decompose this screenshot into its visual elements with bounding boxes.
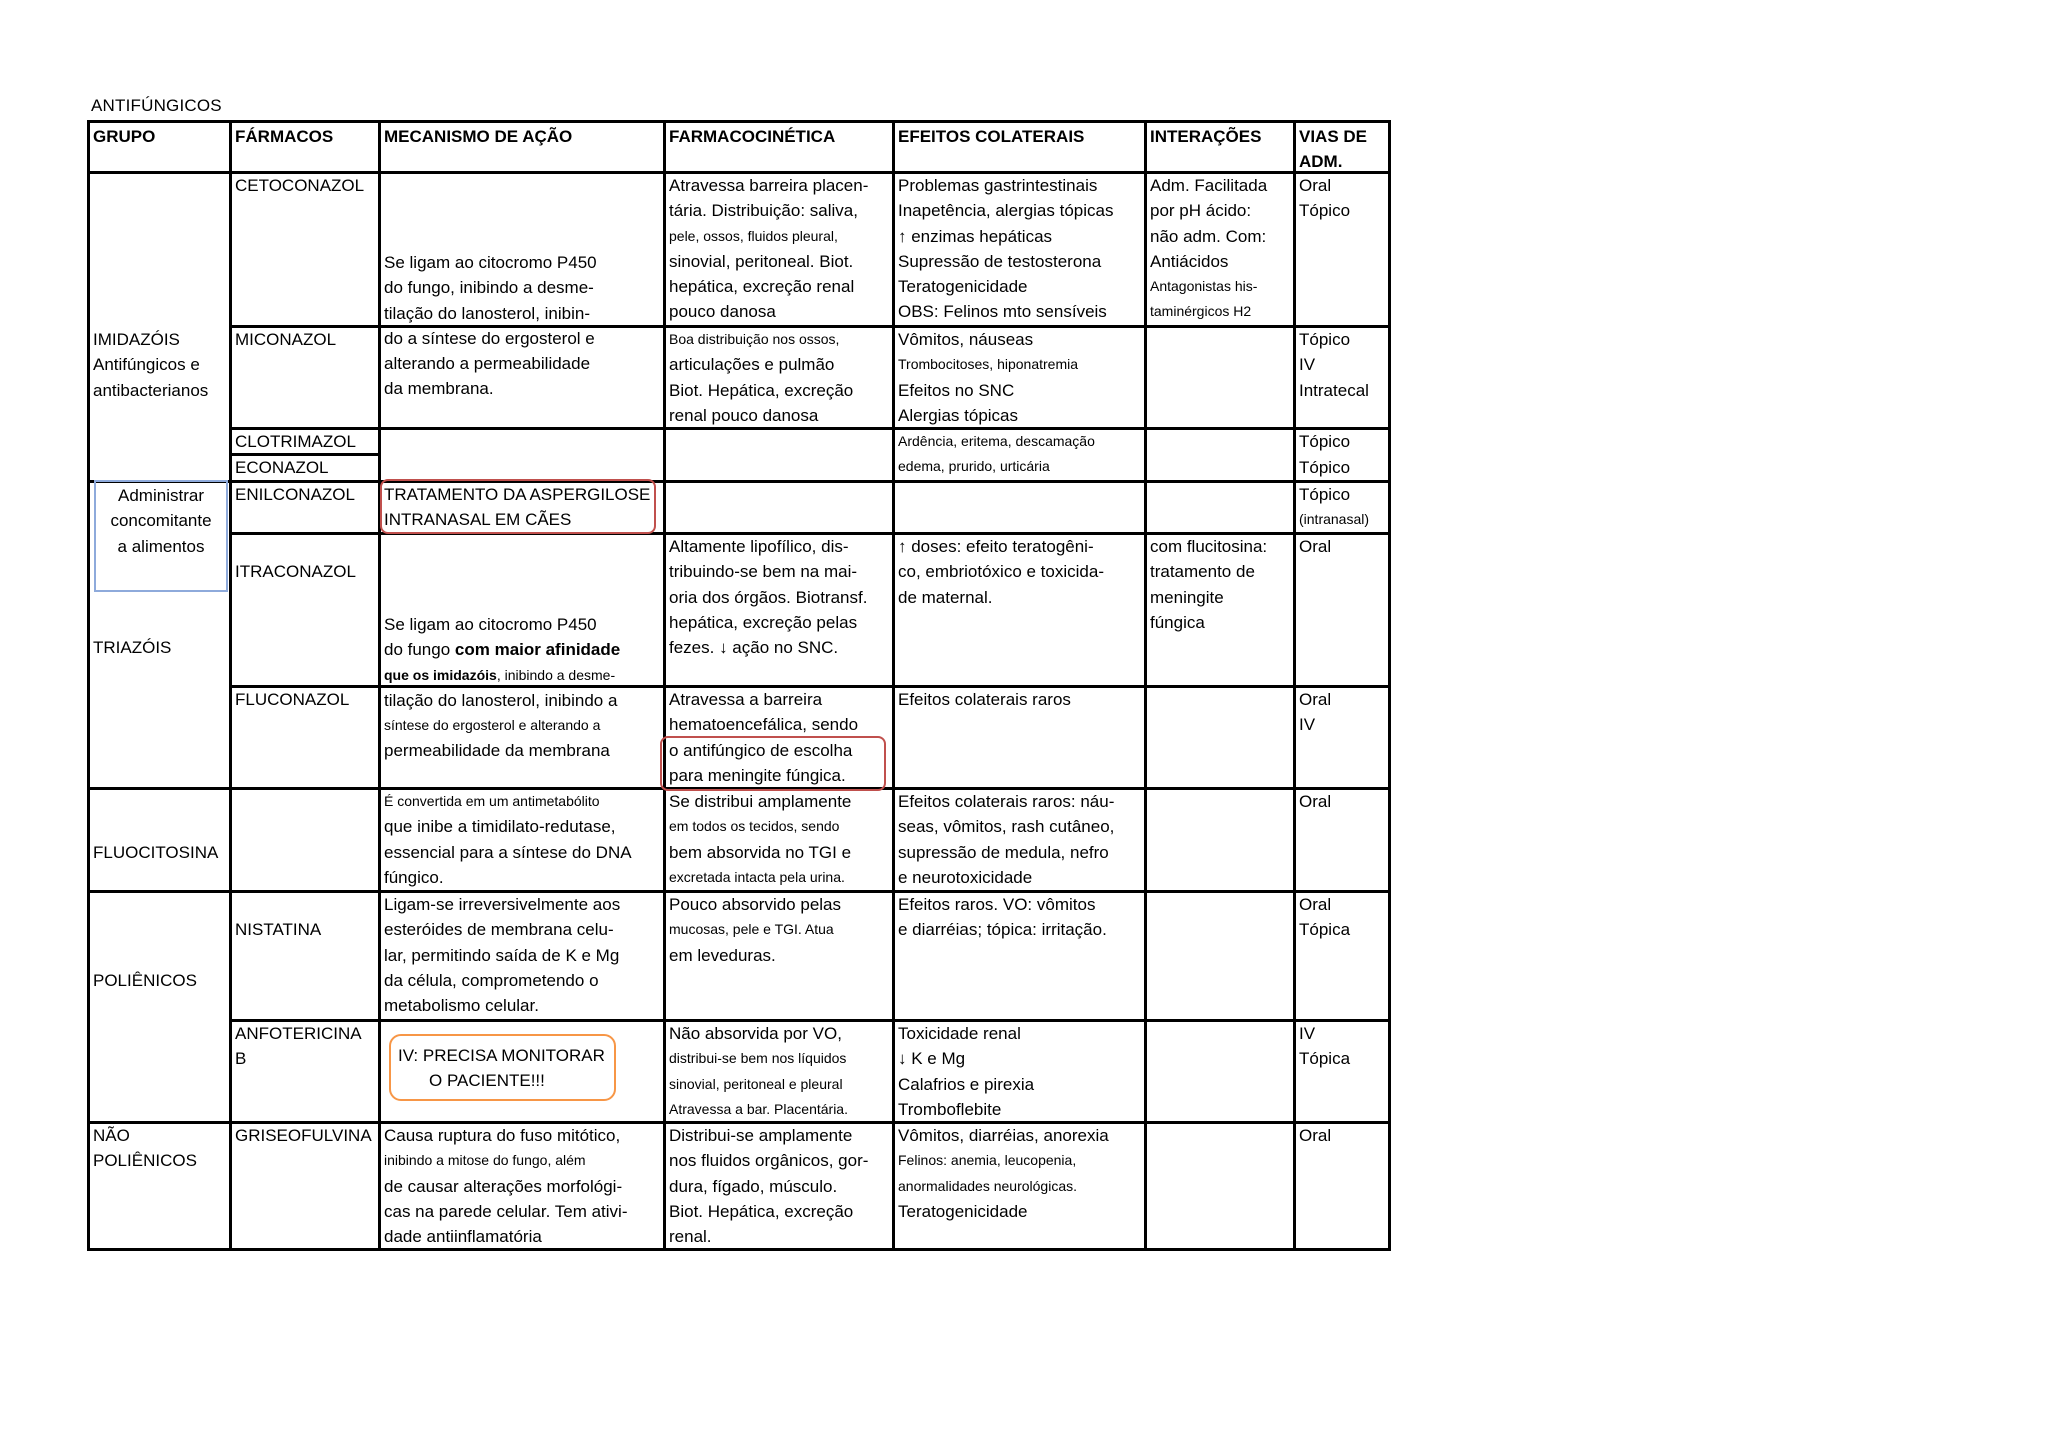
- group-polienicos: POLIÊNICOS: [93, 971, 197, 990]
- drug-line: ANFOTERICINA: [235, 1024, 362, 1043]
- note-line: O PACIENTE!!!: [429, 1071, 545, 1091]
- text-line: tilação do lanosterol, inibindo a: [384, 690, 618, 710]
- text-line: de causar alterações morfológi-: [384, 1176, 623, 1196]
- text-line: pele, ossos, fluidos pleural,: [669, 227, 838, 244]
- aspergilose-highlight-box: [380, 479, 656, 534]
- drug-itraconazol: ITRACONAZOL: [235, 562, 356, 581]
- text-line: (intranasal): [1299, 511, 1370, 528]
- text-line: e neurotoxicidade: [898, 867, 1033, 887]
- text-line: co, embriotóxico e toxicida-: [898, 562, 1104, 582]
- text-fragment: do fungo: [384, 640, 455, 660]
- se-anfotericina: [895, 1020, 1034, 1122]
- routes-fluconazol: [1296, 686, 1331, 738]
- text-line: distribui-se bem nos líquidos: [669, 1050, 847, 1067]
- routes-miconazol: [1296, 326, 1369, 403]
- mechanism-fluocitosina: [381, 788, 632, 890]
- text-line: Atravessa a barreira: [669, 690, 823, 709]
- text-line: IV: [1299, 715, 1316, 735]
- sheet-title: ANTIFÚNGICOS: [91, 96, 222, 115]
- text-line: hematoencefálica, sendo: [669, 715, 859, 735]
- text-line: hepática, excreção renal: [669, 277, 855, 297]
- routes-econazol: Tópico: [1299, 458, 1351, 477]
- se-fluconazol: Efeitos colaterais raros: [898, 690, 1071, 709]
- group-line: antibacterianos: [93, 380, 209, 400]
- header-vias-line: ADM.: [1299, 152, 1343, 172]
- text-line: Adm. Facilitada: [1150, 176, 1268, 195]
- header-vias: [1296, 123, 1367, 175]
- text-emphasis: que os imidazóis: [384, 666, 497, 683]
- text-line: dade antiinflamatória: [384, 1227, 542, 1247]
- se-cetoconazol: [895, 172, 1113, 325]
- text-line: Causa ruptura do fuso mitótico,: [384, 1126, 621, 1145]
- text-line: Oral: [1299, 176, 1332, 195]
- text-line: Trombocitoses, hiponatremia: [898, 356, 1079, 373]
- note-line: IV: PRECISA MONITORAR: [398, 1046, 605, 1065]
- text-line: anormalidades neurológicas.: [898, 1177, 1077, 1194]
- text-line: Oral: [1299, 690, 1332, 709]
- text-line: Antiácidos: [1150, 251, 1229, 271]
- text-line: com flucitosina:: [1150, 537, 1268, 556]
- text-line: metabolismo celular.: [384, 996, 539, 1016]
- text-line: ↑ doses: efeito teratogêni-: [898, 537, 1094, 556]
- meningite-highlight-box: [660, 736, 886, 791]
- text-line: IV: [1299, 1024, 1316, 1043]
- text-line: Biot. Hepática, excreção: [669, 1201, 854, 1221]
- text-line: por pH ácido:: [1150, 201, 1252, 221]
- text-line: edema, prurido, urticária: [898, 458, 1050, 475]
- text-line: Se ligam ao citocromo P450: [384, 253, 597, 272]
- text-line: não adm. Com:: [1150, 226, 1267, 246]
- mechanism-triazois: [381, 611, 620, 764]
- group-fluocitosina: FLUOCITOSINA: [93, 843, 219, 862]
- text-line: de maternal.: [898, 587, 993, 607]
- text-line: Tromboflebite: [898, 1099, 1002, 1119]
- text-line: INTRANASAL EM CÃES: [384, 510, 572, 530]
- drug-enilconazol: ENILCONAZOL: [235, 485, 355, 504]
- pk-griseofulvina: [666, 1122, 868, 1249]
- text-line: cas na parede celular. Tem ativi-: [384, 1201, 628, 1221]
- monitoring-note-box: [389, 1034, 616, 1101]
- text-line: Tópica: [1299, 920, 1351, 940]
- text-line: IV: [1299, 355, 1316, 375]
- grid-line: [87, 120, 90, 1251]
- text-line: Distribui-se amplamente: [669, 1126, 853, 1145]
- se-fluocitosina: [895, 788, 1114, 890]
- text-line: Oral: [1299, 895, 1332, 914]
- pk-anfotericina: [666, 1020, 848, 1122]
- text-line: É convertida em um antimetabólito: [384, 793, 600, 809]
- drug-griseofulvina: GRISEOFULVINA: [235, 1126, 372, 1145]
- text-line: Pouco absorvido pelas: [669, 895, 842, 914]
- routes-itraconazol: Oral: [1299, 537, 1332, 556]
- group-line: POLIÊNICOS: [93, 1151, 197, 1171]
- text-line: do a síntese do ergosterol e: [384, 328, 595, 348]
- text-line: síntese do ergosterol e alterando a: [384, 717, 601, 734]
- text-line: esteróides de membrana celu-: [384, 920, 614, 940]
- se-clotrimazol-econazol: [895, 428, 1095, 480]
- text-line: Altamente lipofílico, dis-: [669, 537, 849, 556]
- header-interacoes: INTERAÇÕES: [1150, 127, 1262, 146]
- text-line: da célula, comprometendo o: [384, 970, 599, 990]
- text-line: Antagonistas his-: [1150, 278, 1258, 295]
- food-note-box: [94, 480, 228, 592]
- se-nistatina: [895, 891, 1107, 943]
- pk-nistatina: [666, 891, 841, 968]
- text-line: lar, permitindo saída de K e Mg: [384, 945, 620, 965]
- se-griseofulvina: [895, 1122, 1109, 1224]
- text-line: Teratogenicidade: [898, 277, 1028, 297]
- drug-line: B: [235, 1049, 247, 1069]
- drug-anfotericina: [232, 1020, 362, 1072]
- header-mecanismo: MECANISMO DE AÇÃO: [384, 127, 573, 146]
- text-fragment: , inibindo a desme-: [496, 666, 616, 683]
- text-line: tilação do lanosterol, inibin-: [384, 303, 591, 323]
- text-line: articulações e pulmão: [669, 355, 835, 375]
- drug-econazol: ECONAZOL: [235, 458, 329, 477]
- text-line: ↑ enzimas hepáticas: [898, 226, 1053, 246]
- text-line: Atravessa a bar. Placentária.: [669, 1100, 848, 1117]
- text-line: renal pouco danosa: [669, 405, 819, 425]
- routes-cetoconazol: [1296, 172, 1350, 224]
- text-line: e diarréias; tópica: irritação.: [898, 920, 1107, 940]
- se-itraconazol: [895, 533, 1104, 610]
- drug-fluconazol: FLUCONAZOL: [235, 690, 350, 709]
- group-line: NÃO: [93, 1126, 130, 1145]
- text-line: Efeitos colaterais raros: náu-: [898, 792, 1115, 811]
- text-line: bem absorvida no TGI e: [669, 842, 852, 862]
- pk-fluocitosina: [666, 788, 851, 890]
- text-line: Alergias tópicas: [898, 405, 1019, 425]
- note-line: concomitante: [110, 511, 212, 531]
- text-line: dura, fígado, músculo.: [669, 1176, 838, 1196]
- text-line: fúngico.: [384, 867, 444, 887]
- text-line: que inibe a timidilato-redutase,: [384, 817, 616, 837]
- text-line: Atravessa barreira placen-: [669, 176, 869, 195]
- drug-miconazol: MICONAZOL: [235, 330, 337, 349]
- text-line: [384, 637, 620, 662]
- text-line: ↓ K e Mg: [898, 1049, 966, 1069]
- text-line: em todos os tecidos, sendo: [669, 818, 840, 835]
- routes-griseofulvina: Oral: [1299, 1126, 1332, 1145]
- text-line: Ardência, eritema, descamação: [898, 433, 1095, 449]
- header-grupo: GRUPO: [93, 127, 156, 146]
- text-line: [384, 663, 620, 688]
- text-line: excretada intacta pela urina.: [669, 868, 845, 885]
- text-line: Problemas gastrintestinais: [898, 176, 1098, 195]
- text-line: Biot. Hepática, excreção: [669, 380, 854, 400]
- text-line: tratamento de: [1150, 562, 1255, 582]
- text-line: Vômitos, náuseas: [898, 330, 1034, 349]
- text-line: em leveduras.: [669, 945, 776, 965]
- text-line: Boa distribuição nos ossos,: [669, 331, 840, 347]
- routes-nistatina: [1296, 891, 1350, 943]
- text-line: Efeitos no SNC: [898, 380, 1015, 400]
- text-line: Toxicidade renal: [898, 1024, 1021, 1043]
- interactions-itraconazol: [1147, 533, 1267, 635]
- note-line: Administrar: [118, 486, 204, 505]
- text-line: mucosas, pele e TGI. Atua: [669, 921, 834, 938]
- text-line: Tópico: [1299, 485, 1351, 504]
- group-nao-polienicos: [90, 1122, 197, 1174]
- text-line: inibindo a mitose do fungo, além: [384, 1152, 586, 1169]
- drug-clotrimazol: CLOTRIMAZOL: [235, 432, 356, 451]
- group-imidazois: [90, 326, 208, 403]
- pk-miconazol: [666, 326, 853, 428]
- text-line: pouco danosa: [669, 302, 776, 322]
- text-line: nos fluidos orgânicos, gor-: [669, 1151, 869, 1171]
- text-line: fúngica: [1150, 612, 1205, 632]
- note-line: a alimentos: [117, 536, 205, 556]
- text-line: tária. Distribuição: saliva,: [669, 201, 858, 221]
- text-line: Efeitos raros. VO: vômitos: [898, 895, 1096, 914]
- interactions-cetoconazol: [1147, 172, 1267, 325]
- text-line: sinovial, peritoneal. Biot.: [669, 251, 854, 271]
- text-line: Vômitos, diarréias, anorexia: [898, 1126, 1109, 1145]
- header-farmacocinetica: FARMACOCINÉTICA: [669, 127, 836, 146]
- group-line: IMIDAZÓIS: [93, 330, 180, 349]
- text-line: Teratogenicidade: [898, 1201, 1028, 1221]
- pk-itraconazol: [666, 533, 867, 660]
- text-line: fezes. ↓ ação no SNC.: [669, 638, 839, 658]
- drug-cetoconazol: CETOCONAZOL: [235, 176, 365, 195]
- text-line: alterando a permeabilidade: [384, 354, 591, 374]
- text-line: essencial para a síntese do DNA: [384, 842, 632, 862]
- routes-clotrimazol: Tópico: [1299, 432, 1351, 451]
- text-line: tribuindo-se bem na mai-: [669, 562, 858, 582]
- text-emphasis: com maior afinidade: [454, 640, 621, 660]
- text-line: renal.: [669, 1227, 712, 1247]
- group-triazois: TRIAZÓIS: [93, 638, 172, 657]
- text-line: seas, vômitos, rash cutâneo,: [898, 817, 1115, 837]
- drug-nistatina: NISTATINA: [235, 920, 322, 939]
- text-line: Tópica: [1299, 1049, 1351, 1069]
- text-line: Se ligam ao citocromo P450: [384, 615, 597, 634]
- text-line: Ligam-se irreversivelmente aos: [384, 895, 621, 914]
- text-line: da membrana.: [384, 379, 494, 399]
- text-line: OBS: Felinos mto sensíveis: [898, 302, 1107, 322]
- text-line: Se distribui amplamente: [669, 792, 852, 811]
- text-line: Felinos: anemia, leucopenia,: [898, 1152, 1077, 1169]
- text-line: o antifúngico de escolha: [669, 740, 853, 760]
- text-line: meningite: [1150, 587, 1224, 607]
- routes-fluocitosina: Oral: [1299, 792, 1332, 811]
- text-line: Tópico: [1299, 201, 1351, 221]
- header-farmacos: FÁRMACOS: [235, 127, 334, 146]
- mechanism-polienicos: [381, 891, 620, 1018]
- text-line: permeabilidade da membrana: [384, 741, 610, 761]
- text-line: taminérgicos H2: [1150, 303, 1252, 320]
- text-line: supressão de medula, nefro: [898, 842, 1109, 862]
- text-line: hepática, excreção pelas: [669, 612, 858, 632]
- text-line: sinovial, peritoneal e pleural: [669, 1075, 843, 1092]
- text-line: do fungo, inibindo a desme-: [384, 278, 594, 298]
- text-line: Não absorvida por VO,: [669, 1024, 842, 1043]
- text-line: Supressão de testosterona: [898, 251, 1102, 271]
- text-line: Inapetência, alergias tópicas: [898, 201, 1114, 221]
- mechanism-griseofulvina: [381, 1122, 627, 1249]
- group-line: Antifúngicos e: [93, 355, 200, 375]
- text-line: Calafrios e pirexia: [898, 1074, 1035, 1094]
- header-efeitos: EFEITOS COLATERAIS: [898, 127, 1085, 146]
- routes-anfotericina: [1296, 1020, 1350, 1072]
- se-miconazol: [895, 326, 1078, 428]
- routes-enilconazol: [1296, 481, 1369, 533]
- text-line: Tópico: [1299, 330, 1351, 349]
- mechanism-imidazois: [381, 249, 597, 402]
- text-line: Intratecal: [1299, 380, 1369, 400]
- text-line: oria dos órgãos. Biotransf.: [669, 587, 868, 607]
- pk-cetoconazol: [666, 172, 868, 325]
- text-line: TRATAMENTO DA ASPERGILOSE: [384, 485, 651, 504]
- header-vias-line: VIAS DE: [1299, 127, 1368, 146]
- text-line: para meningite fúngica.: [669, 765, 846, 785]
